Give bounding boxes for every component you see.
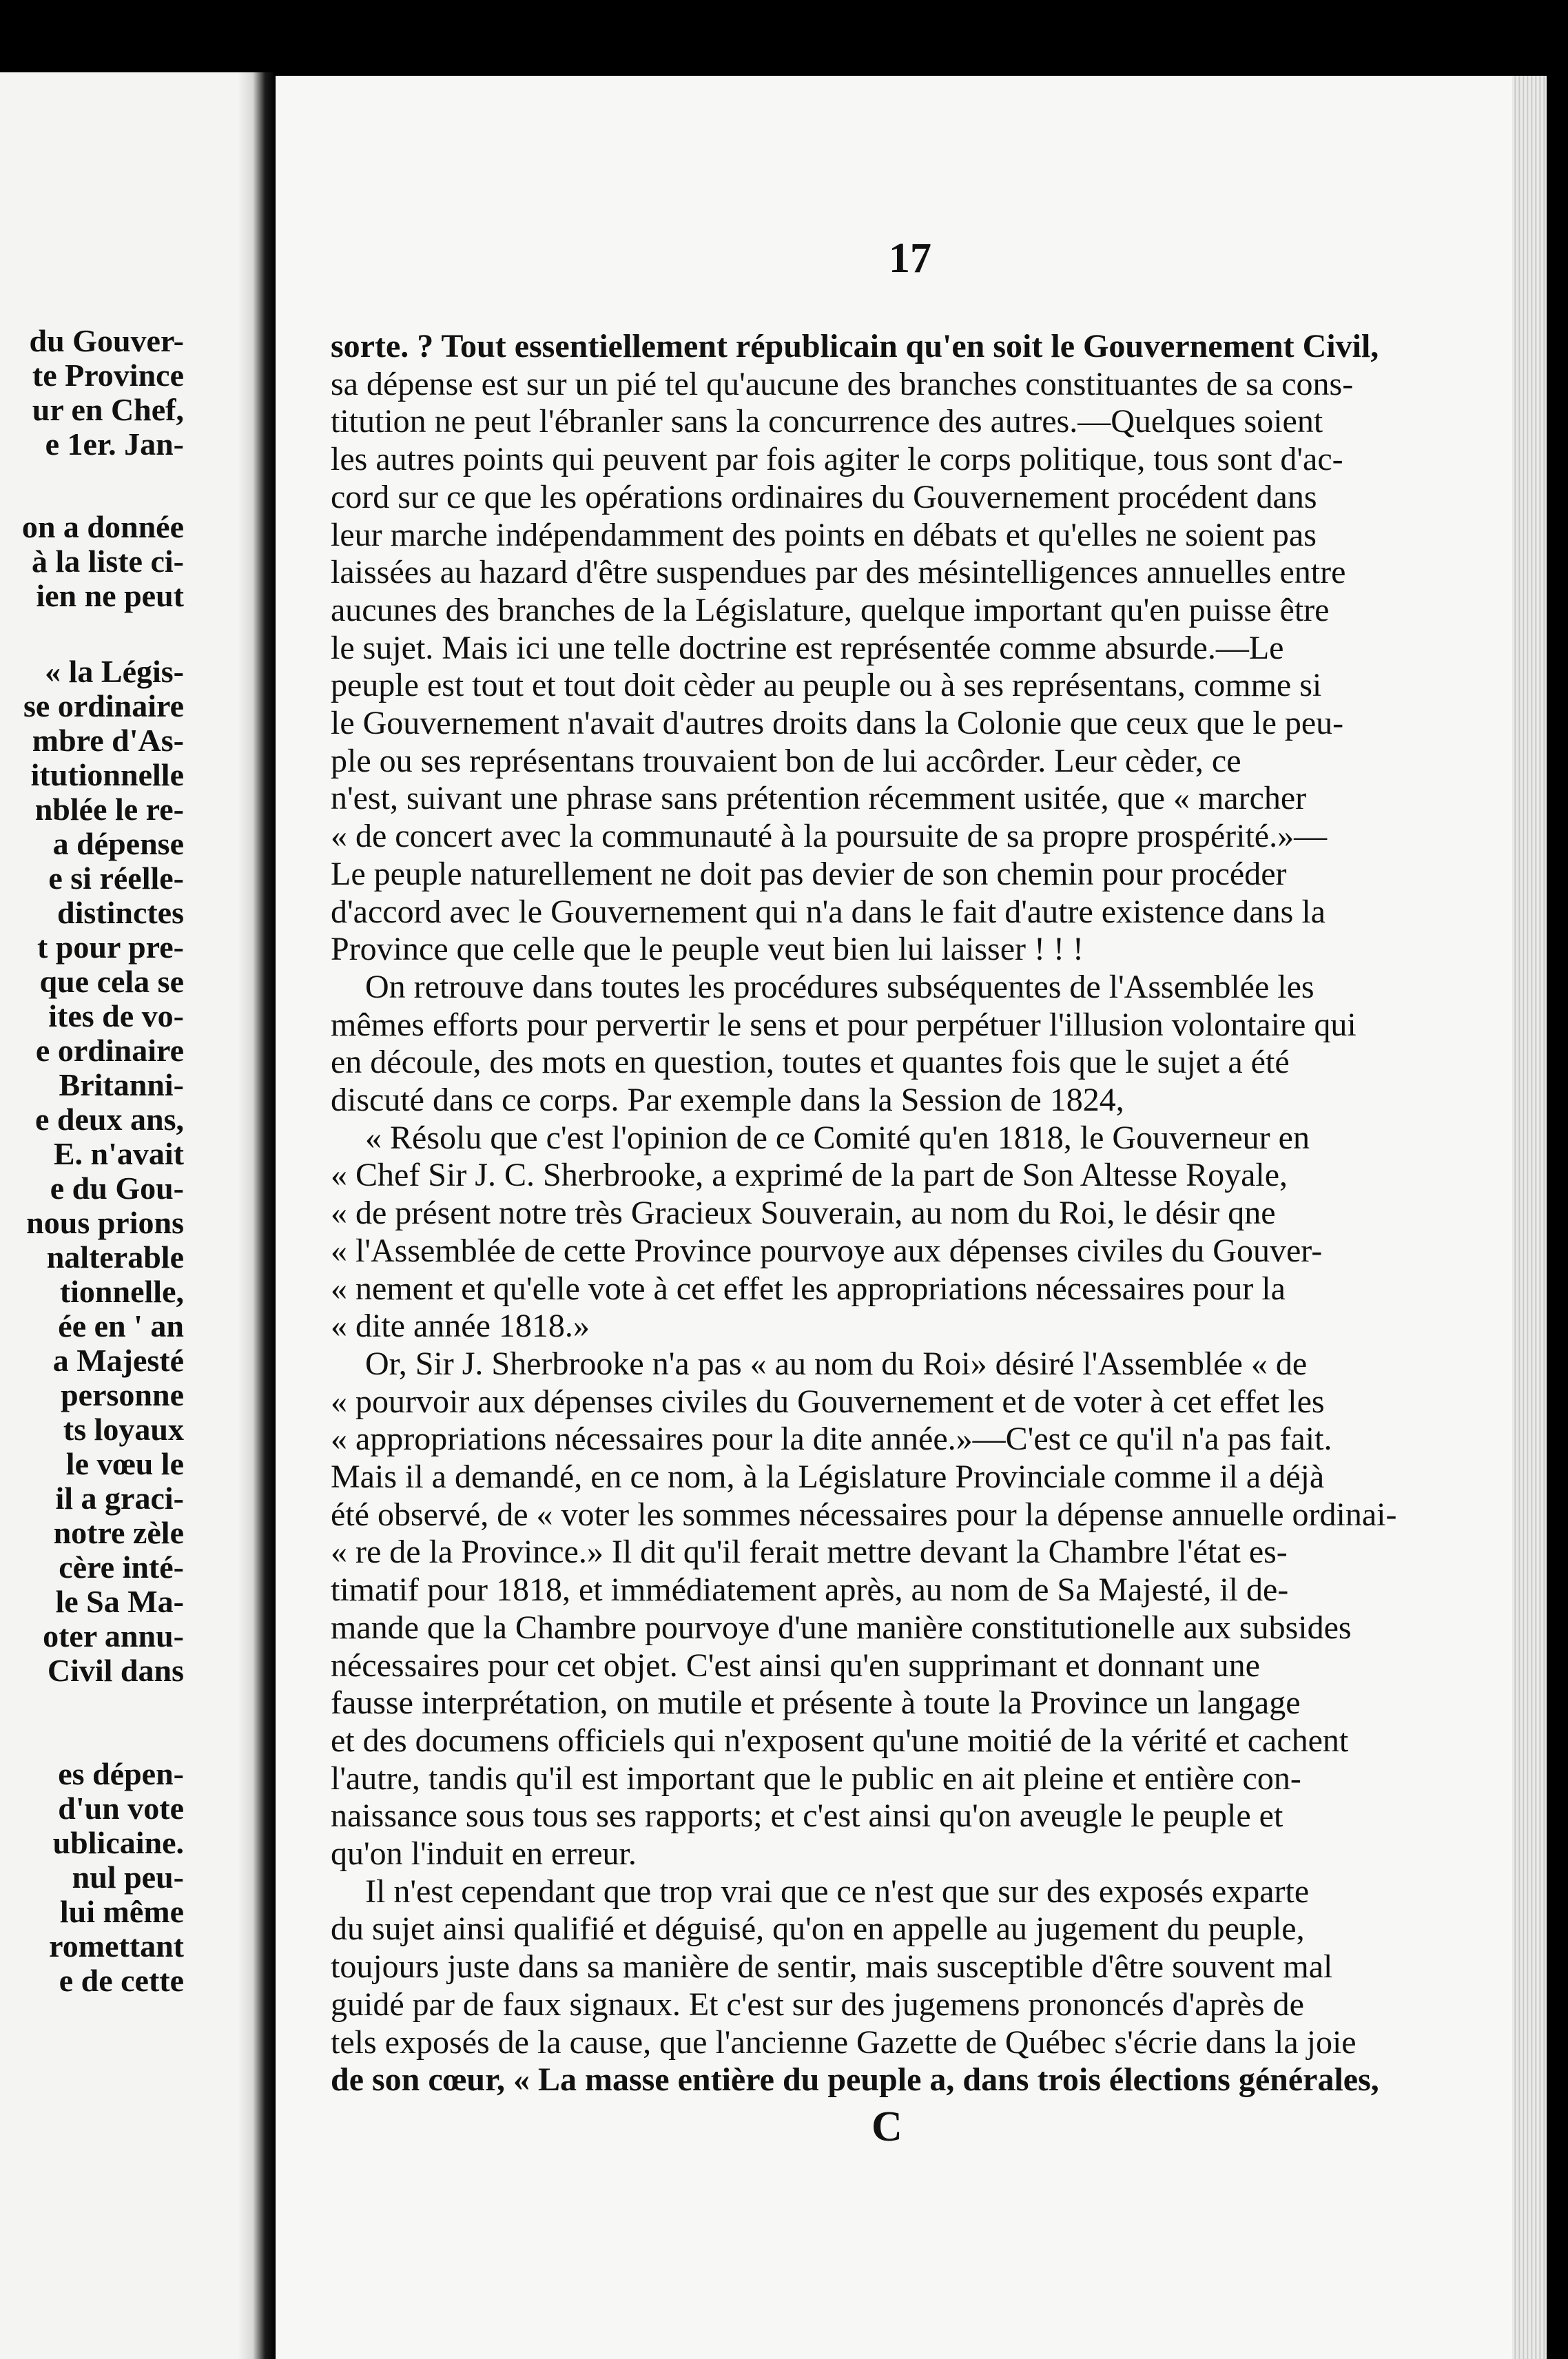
body-line: le Gouvernement n'avait d'autres droits dans la Colonie que ceux que le peu- (331, 705, 1344, 741)
body-line: et des documens officiels qui n'exposent qu'une moitié de la vérité et cachent (331, 1722, 1349, 1759)
facing-page-line: oter annu- (43, 1618, 184, 1654)
facing-page-line: a dépense (52, 826, 184, 861)
body-line: en découle, des mots en question, toutes et quantes fois que le sujet a été (331, 1044, 1290, 1080)
body-line: Il n'est cependant que trop vrai que ce n'est que sur des exposés exparte (365, 1873, 1310, 1910)
body-line: titution ne peut l'ébranler sans la concurrence des autres.—Quelques soient (331, 403, 1323, 440)
facing-page-line: du Gouver- (29, 323, 184, 358)
body-line: sorte. ? Tout essentiellement républicain qu'en soit le Gouvernement Civil, (331, 328, 1379, 364)
facing-page-line: a Majesté (52, 1343, 184, 1378)
facing-page-line: ée en ' an (58, 1308, 184, 1343)
facing-page-line: ts loyaux (63, 1412, 184, 1447)
facing-page-line: lui même (59, 1894, 184, 1929)
body-line: d'accord avec le Gouvernement qui n'a dans le fait d'autre existence dans la (331, 894, 1325, 930)
facing-page-line: tionnelle, (59, 1274, 184, 1309)
facing-page-line: « la Légis- (45, 654, 184, 689)
facing-page-line: nalterable (46, 1239, 184, 1275)
body-line: « appropriations nécessaires pour la dite année.»—C'est ce qu'il n'a pas fait. (331, 1421, 1332, 1457)
body-line: cord sur ce que les opérations ordinaires du Gouvernement procédent dans (331, 479, 1317, 515)
body-line: de son cœur, « La masse entière du peuple a, dans trois élections générales, (331, 2061, 1379, 2098)
body-line: « pourvoir aux dépenses civiles du Gouvernement et de voter à cet effet les (331, 1383, 1325, 1420)
body-line: timatif pour 1818, et immédiatement après, au nom de Sa Majesté, il de- (331, 1572, 1289, 1608)
body-line: sa dépense est sur un pié tel qu'aucune des branches constituantes de sa cons- (331, 366, 1354, 402)
body-line: aucunes des branches de la Législature, quelque important qu'en puisse être (331, 592, 1330, 628)
signature-mark: C (871, 2103, 902, 2150)
body-line: discuté dans ce corps. Par exemple dans la Session de 1824, (331, 1082, 1124, 1118)
facing-page-line: mbre d'As- (32, 723, 184, 758)
body-line: n'est, suivant une phrase sans prétention récemment usitée, que « marcher (331, 780, 1307, 816)
facing-page-line: le vœu le (65, 1446, 184, 1481)
body-line: « nement et qu'elle vote à cet effet les appropriations nécessaires pour la (331, 1270, 1286, 1307)
body-line: le sujet. Mais ici une telle doctrine est représentée comme absurde.—Le (331, 630, 1284, 666)
body-line: les autres points qui peuvent par fois agiter le corps politique, tous sont d'ac- (331, 441, 1343, 477)
body-line: ple ou ses représentans trouvaient bon de lui accôrder. Leur cèder, ce (331, 743, 1241, 779)
body-line: « Chef Sir J. C. Sherbrooke, a exprimé de la part de Son Altesse Royale, (331, 1157, 1288, 1193)
facing-page-line: ublicaine. (52, 1825, 184, 1860)
body-line: peuple est tout et tout doit cèder au peuple ou à ses représentans, comme si (331, 667, 1322, 703)
body-line: du sujet ainsi qualifié et déguisé, qu'on en appelle au jugement du peuple, (331, 1910, 1305, 1947)
facing-page-line: e deux ans, (35, 1102, 184, 1137)
body-line: nécessaires pour cet objet. C'est ainsi qu'en supprimant et donnant une (331, 1647, 1260, 1684)
body-line: fausse interprétation, on mutile et présente à toute la Province un langage (331, 1685, 1301, 1721)
facing-page-line: ites de vo- (48, 998, 184, 1033)
facing-page-line: il a graci- (55, 1481, 184, 1516)
facing-page-line: nul peu- (72, 1860, 184, 1895)
body-line: mande que la Chambre pourvoye d'une manière constitutionelle aux subsides (331, 1609, 1352, 1646)
facing-page-line: e du Gou- (50, 1171, 184, 1206)
body-line: laissées au hazard d'être suspendues par des mésintelligences annuelles entre (331, 554, 1346, 590)
book-gutter (238, 72, 276, 2359)
body-line: toujours juste dans sa manière de sentir, mais susceptible d'être souvent mal (331, 1948, 1333, 1985)
body-line: « l'Assemblée de cette Province pourvoye aux dépenses civiles du Gouver- (331, 1233, 1323, 1269)
facing-page-line: notre zèle (53, 1515, 184, 1550)
facing-page-line: personne (61, 1377, 184, 1412)
body-line: mêmes efforts pour pervertir le sens et pour perpétuer l'illusion volontaire qui (331, 1007, 1356, 1043)
body-line: On retrouve dans toutes les procédures subséquentes de l'Assemblée les (365, 969, 1314, 1005)
body-line: leur marche indépendamment des points en débats et qu'elles ne soient pas (331, 517, 1317, 553)
facing-page-line: distinctes (57, 895, 184, 930)
facing-page-line: on a donnée (21, 509, 184, 544)
page-edges (1512, 76, 1547, 2359)
body-line: Mais il a demandé, en ce nom, à la Législature Provinciale comme il a déjà (331, 1459, 1325, 1495)
facing-page-line: E. n'avait (53, 1136, 184, 1171)
body-line: l'autre, tandis qu'il est important que le public en ait pleine et entière con- (331, 1760, 1301, 1797)
facing-page-line: e de cette (59, 1963, 184, 1998)
facing-page-line: ien ne peut (36, 578, 184, 613)
body-line: naissance sous tous ses rapports; et c'est ainsi qu'on aveugle le peuple et (331, 1797, 1283, 1834)
facing-page-line: itutionnelle (30, 757, 184, 792)
body-line: « de concert avec la communauté à la poursuite de sa propre prospérité.»— (331, 818, 1328, 854)
facing-page-line: d'un vote (58, 1791, 184, 1826)
body-line: qu'on l'induit en erreur. (331, 1835, 637, 1872)
page-number: 17 (889, 235, 931, 282)
body-line: « Résolu que c'est l'opinion de ce Comité qu'en 1818, le Gouverneur en (365, 1120, 1310, 1156)
body-line: « dite année 1818.» (331, 1308, 590, 1344)
facing-page-line: nous prions (26, 1205, 184, 1240)
facing-page-line: le Sa Ma- (55, 1584, 184, 1619)
facing-page-line: t pour pre- (37, 929, 184, 965)
body-line: « de présent notre très Gracieux Souverain, au nom du Roi, le désir qne (331, 1195, 1276, 1231)
facing-page-line: Civil dans (47, 1653, 184, 1688)
body-line: Le peuple naturellement ne doit pas devier de son chemin pour procéder (331, 856, 1287, 892)
body-line: été observé, de « voter les sommes nécessaires pour la dépense annuelle ordinai- (331, 1496, 1397, 1533)
facing-page-fragment (0, 72, 238, 2359)
facing-page-line: se ordinaire (23, 688, 184, 723)
facing-page-line: nblée le re- (34, 792, 184, 827)
facing-page-line: te Province (32, 358, 184, 393)
body-line: « re de la Province.» Il dit qu'il ferait mettre devant la Chambre l'état es- (331, 1534, 1288, 1570)
facing-page-line: ur en Chef, (32, 392, 184, 427)
facing-page-line: e ordinaire (35, 1033, 184, 1068)
body-line: Province que celle que le peuple veut bien lui laisser ! ! ! (331, 931, 1084, 967)
facing-page-line: à la liste ci- (32, 544, 184, 579)
body-line: guidé par de faux signaux. Et c'est sur des jugemens prononcés d'après de (331, 1986, 1304, 2023)
facing-page-line: es dépen- (58, 1756, 184, 1791)
facing-page-line: que cela se (39, 964, 184, 999)
facing-page-line: e 1er. Jan- (45, 426, 184, 462)
body-line: tels exposés de la cause, que l'ancienne Gazette de Québec s'écrie dans la joie (331, 2024, 1356, 2061)
facing-page-line: cère inté- (59, 1549, 184, 1585)
facing-page-line: romettant (49, 1928, 184, 1964)
facing-page-line: Britanni- (59, 1067, 184, 1102)
facing-page-line: e si réelle- (48, 861, 184, 896)
body-line: Or, Sir J. Sherbrooke n'a pas « au nom du Roi» désiré l'Assemblée « de (365, 1346, 1308, 1382)
